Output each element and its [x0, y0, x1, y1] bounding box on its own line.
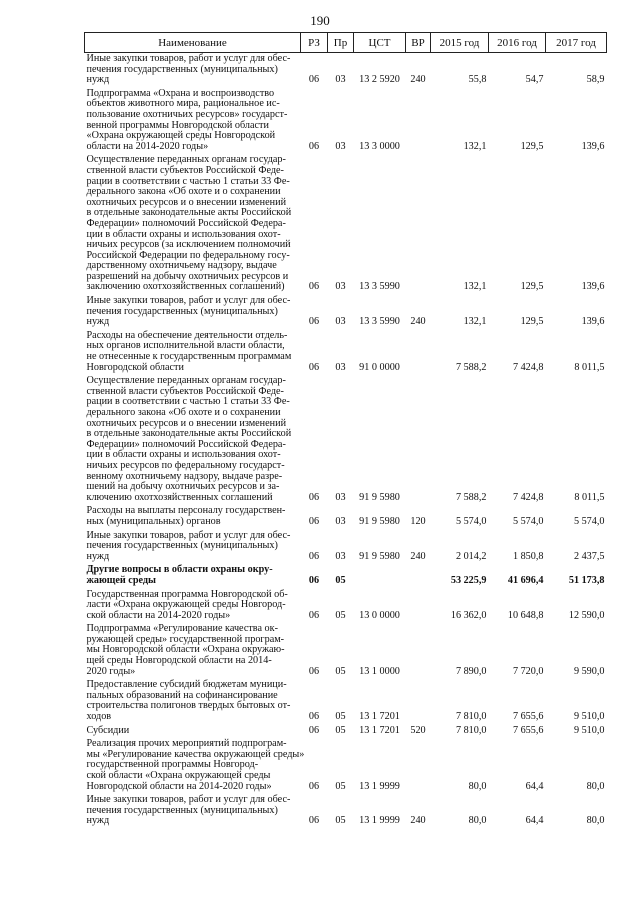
row-name-line: разрешений на добычу охотничьих ресурсов и: [86, 270, 289, 282]
row-name-line: нужд: [86, 550, 110, 562]
row-name: [85, 375, 301, 505]
table-row: [85, 154, 607, 295]
row-value-2017: 8 011,5: [574, 361, 605, 373]
row-name-line: нужд: [86, 74, 110, 86]
row-vr: 240: [410, 74, 426, 86]
row-value-2015: 132,1: [463, 316, 487, 328]
row-name-line: шений на добычу охотничьих ресурсов и за-: [86, 481, 280, 493]
row-value-2016: 7 720,0: [512, 665, 544, 677]
row-rz: 06: [308, 711, 320, 723]
row-name-line: ключению охотхозяйственных соглашений: [86, 491, 273, 503]
row-rz: 06: [308, 515, 320, 527]
row-value-2016: 7 424,8: [512, 491, 544, 503]
row-value-2017: 12 590,0: [568, 609, 605, 621]
row-vr: 520: [410, 724, 426, 736]
row-rz: 06: [308, 74, 320, 86]
row-cst: 13 1 0000: [359, 665, 400, 677]
table-body: [85, 53, 607, 829]
row-name-line: Подпрограмма «Охрана и воспроизводство: [86, 87, 275, 99]
row-name-line: Федерации» полномочий Российской Федера-: [86, 217, 286, 229]
table-row: [85, 295, 607, 330]
row-rz: 06: [308, 550, 320, 562]
row-name-line: ственной власти субъектов Российской Феде-: [86, 385, 284, 397]
row-cst: 91 9 5980: [359, 515, 400, 527]
row-vr: 240: [410, 316, 426, 328]
row-value-2015: 132,1: [463, 140, 487, 152]
row-name-line: Подпрограмма «Регулирование качества ок-: [86, 623, 278, 635]
row-value-2017: 139,6: [581, 316, 605, 328]
row-value-2017: 9 590,0: [573, 665, 605, 677]
row-name-line: объектов животного мира, рациональное ис-: [86, 98, 280, 110]
row-name-line: Осуществление переданных органам государ-: [86, 375, 286, 387]
row-name-line: Иные закупки товаров, работ и услуг для обес-: [86, 794, 291, 806]
row-pr: 03: [335, 140, 346, 152]
row-name-line: венному охотничьему надзору, выдаче разре-: [86, 470, 283, 482]
row-name-line: ничьих ресурсов (за исключением полномочий: [86, 239, 291, 251]
row-value-2016: 7 424,8: [512, 361, 544, 373]
row-value-2017: 139,6: [581, 140, 605, 152]
row-name: [85, 88, 301, 155]
row-value-2016: 54,7: [525, 74, 544, 86]
row-value-2016: 41 696,4: [507, 574, 544, 586]
row-value-2015: 7 810,0: [455, 724, 487, 736]
row-value-2017: 5 574,0: [573, 515, 605, 527]
row-name: [85, 505, 301, 529]
row-name: [85, 154, 301, 295]
row-pr: 03: [335, 74, 346, 86]
row-pr: 05: [335, 574, 346, 586]
row-name: [85, 330, 301, 375]
row-cst: 13 1 9999: [359, 815, 400, 827]
row-value-2015: 53 225,9: [450, 574, 487, 586]
row-value-2015: 5 574,0: [455, 515, 487, 527]
row-value-2017: 58,9: [586, 74, 605, 86]
row-name-line: ничьих ресурсов по федеральному государст-: [86, 459, 285, 471]
row-name-line: Осуществление переданных органам государ-: [86, 154, 286, 166]
row-value-2016: 1 850,8: [512, 550, 544, 562]
row-vr: [406, 738, 431, 794]
row-cst: [354, 564, 406, 588]
row-name-line: дерального закона «Об охоте и о сохранении: [86, 186, 281, 198]
row-rz: 06: [308, 574, 320, 586]
page-number: 190: [310, 13, 330, 28]
row-name-line: ской области «Охрана окружающей среды: [86, 770, 271, 781]
row-pr: 03: [335, 361, 346, 373]
row-value-2017: 9 510,0: [573, 724, 605, 736]
header-vr: ВР: [406, 33, 431, 53]
row-pr: 03: [335, 515, 346, 527]
header-cst: ЦСТ: [354, 33, 406, 53]
row-pr: 03: [335, 491, 346, 503]
row-name-line: пользование охотничьих ресурсов» государст-: [86, 108, 288, 120]
header-pr: Пр: [328, 33, 354, 53]
table-row: [85, 530, 607, 565]
table-row: [85, 725, 607, 739]
row-vr: [406, 589, 431, 624]
row-cst: 13 3 0000: [359, 140, 400, 152]
row-name-line: Иные закупки товаров, работ и услуг для обес-: [86, 295, 291, 307]
row-pr: 05: [335, 780, 346, 792]
row-value-2016: 7 655,6: [512, 711, 544, 723]
table-row: [85, 589, 607, 624]
row-rz: 06: [308, 316, 320, 328]
row-rz: 06: [308, 609, 320, 621]
row-pr: 05: [335, 724, 346, 736]
row-name-line: Иные закупки товаров, работ и услуг для обес-: [86, 529, 291, 541]
row-value-2015: 80,0: [468, 780, 487, 792]
row-pr: 05: [335, 665, 346, 677]
row-vr: [406, 330, 431, 375]
row-name-line: Реализация прочих мероприятий подпрограм-: [86, 738, 287, 750]
budget-table: [84, 32, 607, 829]
row-cst: 91 9 5980: [359, 550, 400, 562]
row-value-2017: 80,0: [586, 815, 605, 827]
row-name: [85, 738, 305, 794]
row-name-line: дарственному охотничьему надзору, выдаче: [86, 260, 277, 272]
row-vr: 120: [410, 515, 426, 527]
row-cst: 13 3 5990: [359, 281, 400, 293]
row-name-line: «Охрана окружающей среды Новгородской: [86, 130, 276, 142]
row-value-2015: 7 588,2: [455, 361, 487, 373]
row-pr: 05: [335, 711, 346, 723]
row-name-line: печения государственных (муниципальных): [86, 63, 278, 75]
row-name-line: Расходы на обеспечение деятельности отдель-: [86, 329, 288, 341]
row-cst: 91 9 5980: [359, 491, 400, 503]
row-vr: [406, 679, 431, 724]
row-name-line: Государственная программа Новгородской об-: [86, 588, 288, 600]
row-rz: 06: [308, 780, 320, 792]
row-value-2016: 129,5: [520, 316, 544, 328]
row-name: [85, 53, 301, 88]
table-row: [85, 738, 607, 794]
header-2017: 2017 год: [546, 33, 607, 53]
row-name: [85, 530, 301, 565]
row-name-line: ласти «Охрана окружающей среды Новгород-: [86, 599, 286, 611]
row-name-line: печения государственных (муниципальных): [86, 540, 278, 552]
row-vr: [406, 154, 431, 295]
row-value-2016: 64,4: [525, 780, 544, 792]
table-row: [85, 505, 607, 529]
row-name-line: Иные закупки товаров, работ и услуг для обес-: [86, 53, 291, 64]
row-pr: 05: [335, 609, 346, 621]
row-name-line: нужд: [86, 815, 110, 827]
row-rz: 06: [308, 140, 320, 152]
row-name-line: ходов: [86, 711, 112, 723]
table-row: [85, 375, 607, 505]
row-name-line: ных (муниципальных) органов: [86, 515, 221, 527]
row-value-2016: 129,5: [520, 140, 544, 152]
row-name-line: мы Новгородской области «Охрана окружаю-: [86, 644, 285, 656]
row-name-line: печения государственных (муниципальных): [86, 804, 278, 816]
header-rz: РЗ: [301, 33, 328, 53]
row-name-line: 2020 годы»: [86, 665, 136, 677]
row-cst: 13 1 7201: [359, 711, 400, 723]
row-name-line: Российской Федерации по федеральному госу-: [86, 249, 290, 261]
row-rz: 06: [308, 491, 320, 503]
row-value-2015: 55,8: [468, 74, 487, 86]
row-value-2015: 2 014,2: [455, 550, 487, 562]
row-value-2017: 139,6: [581, 281, 605, 293]
row-name-line: печения государственных (муниципальных): [86, 305, 278, 317]
row-name: [85, 725, 301, 739]
row-name-line: строительства полигонов твердых бытовых от-: [86, 700, 291, 712]
row-name-line: ской области на 2014-2020 годы»: [86, 609, 231, 621]
row-rz: 06: [308, 281, 320, 293]
row-name-line: в отдельные законодательные акты Российской: [86, 207, 292, 219]
row-name-line: области на 2014-2020 годы»: [86, 140, 209, 152]
row-name-line: жающей среды: [86, 574, 156, 586]
row-name-line: ружающей среды» государственной програм-: [86, 633, 285, 645]
row-pr: 03: [335, 281, 346, 293]
row-vr: [406, 375, 431, 505]
row-name: [85, 295, 301, 330]
row-cst: 91 0 0000: [359, 361, 400, 373]
row-name-line: государственной программы Новгород-: [86, 759, 259, 771]
row-vr: [406, 623, 431, 679]
row-name: [85, 623, 301, 679]
table-row: [85, 88, 607, 155]
row-rz: 06: [308, 665, 320, 677]
row-name-line: охотничьих ресурсов и о внесении изменений: [86, 196, 287, 208]
row-cst: 13 2 5920: [359, 74, 400, 86]
row-name: [85, 679, 301, 724]
row-name-line: Расходы на выплаты персоналу государствен-: [86, 505, 286, 517]
row-cst: 13 1 9999: [359, 780, 400, 792]
row-name-line: Новгородской области на 2014-2020 годы»: [86, 780, 272, 792]
row-vr: 240: [410, 815, 426, 827]
header-2016: 2016 год: [489, 33, 546, 53]
row-name-line: охотничьих ресурсов и о внесении изменений: [86, 417, 287, 429]
table-row: [85, 330, 607, 375]
row-name-line: не отнесенные к государственным программам: [86, 351, 292, 363]
row-vr: 240: [410, 550, 426, 562]
row-name-line: Другие вопросы в области охраны окру-: [86, 564, 273, 576]
row-name-line: венной программы Новгородской области: [86, 119, 269, 131]
row-name-line: ственной власти субъектов Российской Феде-: [86, 164, 284, 176]
row-name-line: ных органов исполнительной власти области,: [86, 340, 285, 352]
row-value-2017: 51 173,8: [568, 574, 605, 586]
row-name-line: заключению охотхозяйственных соглашений): [86, 281, 285, 293]
row-name-line: рации в соответствии с частью 1 статьи 33 Фе-: [86, 396, 290, 408]
row-rz: 06: [308, 361, 320, 373]
row-rz: 06: [308, 815, 320, 827]
row-name-line: Субсидии: [86, 724, 130, 736]
row-name-line: мы «Регулирование качества окружающей среды»: [86, 748, 305, 760]
row-pr: 05: [335, 815, 346, 827]
row-value-2017: 8 011,5: [574, 491, 605, 503]
row-rz: 06: [308, 724, 320, 736]
row-value-2015: 80,0: [468, 815, 487, 827]
header-name: Наименование: [85, 33, 301, 53]
row-value-2016: 5 574,0: [512, 515, 544, 527]
table-row: [85, 53, 607, 88]
row-vr: [406, 564, 431, 588]
row-name-line: Новгородской области: [86, 361, 184, 373]
table-row: [85, 794, 607, 829]
row-name-line: пальных образований на софинансирование: [86, 689, 278, 701]
row-name-line: щей среды Новгородской области на 2014-: [86, 655, 272, 667]
row-value-2015: 7 810,0: [455, 711, 487, 723]
row-name-line: ции в области охраны и использования охот-: [86, 228, 281, 240]
header-2015: 2015 год: [431, 33, 489, 53]
table-row: [85, 623, 607, 679]
row-name: [85, 589, 301, 624]
table-header: [85, 33, 607, 53]
table-row: [85, 564, 607, 588]
row-cst: 13 1 7201: [359, 724, 400, 736]
row-name-line: Федерации» полномочий Российской Федера-: [86, 438, 286, 450]
row-value-2015: 7 588,2: [455, 491, 487, 503]
row-value-2016: 129,5: [520, 281, 544, 293]
row-cst: 13 3 5990: [359, 316, 400, 328]
row-name-line: дерального закона «Об охоте и о сохранении: [86, 407, 281, 418]
row-pr: 03: [335, 550, 346, 562]
row-name: [85, 564, 301, 588]
row-name-line: Предоставление субсидий бюджетам муници-: [86, 679, 287, 691]
row-value-2017: 2 437,5: [573, 550, 605, 562]
row-cst: 13 0 0000: [359, 609, 400, 621]
row-value-2015: 16 362,0: [450, 609, 487, 621]
row-name: [85, 794, 301, 829]
table-row: [85, 679, 607, 724]
row-value-2016: 10 648,8: [507, 609, 544, 621]
row-name-line: рации в соответствии с частью 1 статьи 33 Фе-: [86, 175, 290, 187]
row-name-line: ции в области охраны и использования охот-: [86, 449, 281, 461]
row-name-line: в отдельные законодательные акты Российской: [86, 428, 292, 440]
row-vr: [406, 88, 431, 155]
row-value-2015: 132,1: [463, 281, 487, 293]
row-value-2015: 7 890,0: [455, 665, 487, 677]
row-value-2016: 7 655,6: [512, 724, 544, 736]
row-value-2017: 80,0: [586, 780, 605, 792]
row-value-2016: 64,4: [525, 815, 544, 827]
row-value-2017: 9 510,0: [573, 711, 605, 723]
row-name-line: нужд: [86, 316, 110, 328]
row-pr: 03: [335, 316, 346, 328]
